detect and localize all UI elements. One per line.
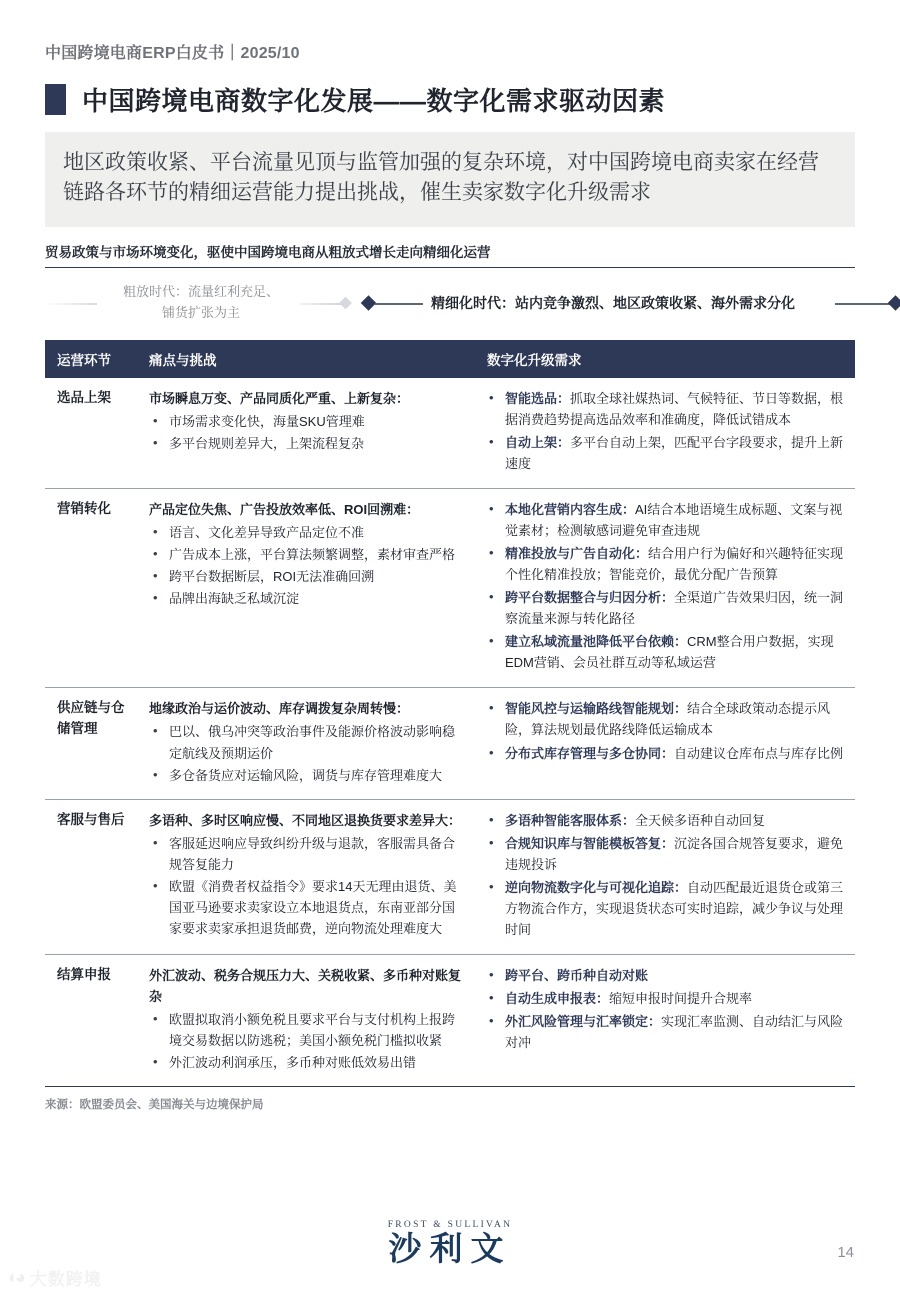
title-marker-icon xyxy=(45,84,66,115)
cell-need xyxy=(475,954,855,1086)
table-row xyxy=(45,378,855,489)
need-list-item xyxy=(487,833,845,875)
need-key: 合规知识库与智能模板答复： xyxy=(505,835,675,851)
need-key: 跨平台、跨币种自动对账 xyxy=(505,967,649,983)
watermark-logo-icon: ◖◕ xyxy=(6,1267,24,1287)
document-meta: 中国跨境电商ERP白皮书｜2025/10 xyxy=(45,45,300,62)
timeline-era-new-label: 精细化时代：站内竞争激烈、地区政策收紧、海外需求分化 xyxy=(431,294,795,311)
timeline-right-line xyxy=(835,303,893,305)
need-text: AI结合本地语境生成标题、文案与视觉素材；检测敏感词避免审查违规 xyxy=(505,502,843,539)
table-row xyxy=(45,799,855,954)
cell-pain xyxy=(137,378,475,489)
pain-list-item: • 欧盟拟取消小额免税且要求平台与支付机构上报跨境交易数据以防逃税；美国小额免税门槛拟收紧 xyxy=(149,1009,465,1051)
need-text: 多平台自动上架，匹配平台字段要求，提升上新速度 xyxy=(505,434,844,472)
need-text: 自动建议仓库布点与库存比例 xyxy=(674,745,844,761)
pain-heading: 产品定位失焦、广告投放效率低、ROI回溯难： xyxy=(149,502,420,518)
need-list-item xyxy=(487,988,845,1009)
need-list-item xyxy=(487,698,845,740)
pain-list-item: • 外汇波动利润承压，多币种对账低效易出错 xyxy=(149,1052,465,1073)
cell-pain xyxy=(137,489,475,688)
stage-label: 选品上架 xyxy=(57,389,111,405)
need-key: 跨平台数据整合与归因分析： xyxy=(505,590,675,606)
summary-band: 地区政策收紧、平台流量见顶与监管加强的复杂环境，对中国跨境电商卖家在经营链路各环节的精细运营能力提出挑战，催生卖家数字化升级需求 xyxy=(45,132,855,227)
cell-need xyxy=(475,799,855,954)
stage-label: 结算申报 xyxy=(57,966,111,982)
need-list-item xyxy=(487,877,845,940)
pain-list-item: • 广告成本上涨，平台算法频繁调整，素材审查严格 xyxy=(149,544,465,565)
stage-label: 供应链与仓储管理 xyxy=(57,700,125,736)
need-key: 本地化营销内容生成： xyxy=(505,502,636,518)
need-key: 精准投放与广告自动化： xyxy=(505,546,649,562)
need-text: CRM整合用户数据，实现EDM营销、会员社群互动等私域运营 xyxy=(505,634,834,671)
stage-label: 客服与售后 xyxy=(57,811,125,827)
need-list-item xyxy=(487,587,845,629)
need-text: 抓取全球社媒热词、气候特征、节日等数据，根据消费趋势提高选品效率和准确度，降低试错成本 xyxy=(505,390,844,427)
timeline-era-old-line1: 粗放时代：流量红利充足、 xyxy=(122,284,279,300)
need-text: 全渠道广告效果归因，统一洞察流量来源与转化路径 xyxy=(505,590,844,627)
cell-stage xyxy=(45,799,137,954)
need-list xyxy=(487,810,845,940)
need-text: 缩短申报时间提升合规率 xyxy=(609,990,753,1006)
timeline-line-segment xyxy=(375,303,423,305)
table-row xyxy=(45,954,855,1086)
need-list-item xyxy=(487,743,845,764)
need-list-item xyxy=(487,543,845,585)
cell-pain xyxy=(137,954,475,1086)
need-key: 外汇风险管理与汇率锁定： xyxy=(505,1014,662,1029)
pain-list-item: • 市场需求变化快，海量SKU管理难 xyxy=(149,411,465,432)
digitalization-demand-table xyxy=(45,340,855,1087)
need-key: 智能选品： xyxy=(505,390,571,406)
brand-logo-en: FROST & SULLIVAN xyxy=(387,1220,513,1230)
cell-pain xyxy=(137,799,475,954)
pain-list-item: • 跨平台数据断层，ROI无法准确回溯 xyxy=(149,566,465,587)
pain-list-item: • 巴以、俄乌冲突等政治事件及能源价格波动影响稳定航线及预期运价 xyxy=(149,721,465,763)
need-list xyxy=(487,698,845,763)
column-header-stage: 运营环节 xyxy=(45,340,137,378)
era-timeline xyxy=(45,272,855,334)
need-list-item xyxy=(487,631,845,673)
source-note: 来源：欧盟委员会、美国海关与边境保护局 xyxy=(45,1099,264,1112)
pain-heading: 多语种、多时区响应慢、不同地区退换货要求差异大： xyxy=(149,812,462,828)
cell-pain xyxy=(137,688,475,799)
need-text: 全天候多语种自动回复 xyxy=(635,812,766,828)
cell-stage xyxy=(45,688,137,799)
need-list-item xyxy=(487,965,845,986)
pain-list-item: • 多仓备货应对运输风险，调货与库存管理难度大 xyxy=(149,765,465,786)
need-key: 智能风控与运输路线智能规划： xyxy=(505,701,688,717)
need-key: 自动生成申报表： xyxy=(505,990,610,1006)
timeline-diamond-left-icon xyxy=(361,295,377,311)
need-list xyxy=(487,499,845,673)
pain-heading: 外汇波动、税务合规压力大、关税收紧、多币种对账复杂 xyxy=(149,967,462,1004)
cell-stage xyxy=(45,489,137,688)
section-subtitle: 贸易政策与市场环境变化，驱使中国跨境电商从粗放式增长走向精细化运营 xyxy=(45,241,855,268)
table-body xyxy=(45,378,855,1087)
timeline-mid-line xyxy=(300,303,345,305)
cell-need xyxy=(475,489,855,688)
cell-need xyxy=(475,378,855,489)
cell-stage xyxy=(45,954,137,1086)
pain-list xyxy=(149,411,465,454)
table-row xyxy=(45,688,855,799)
need-list-item xyxy=(487,388,845,430)
timeline-diamond-faint-icon xyxy=(339,297,352,310)
pain-heading: 地缘政治与运价波动、库存调拨复杂周转慢： xyxy=(149,701,410,717)
need-key: 自动上架： xyxy=(505,434,571,450)
timeline-era-old-line2: 铺货扩张为主 xyxy=(161,304,240,320)
brand-logo xyxy=(388,1220,513,1267)
pain-list-item: • 语言、文化差异导致产品定位不准 xyxy=(149,522,465,543)
need-list xyxy=(487,965,845,1053)
pain-list xyxy=(149,522,465,609)
page-number: 14 xyxy=(837,1244,854,1261)
pain-heading: 市场瞬息万变、产品同质化严重、上新复杂： xyxy=(149,390,410,406)
page-title-row xyxy=(45,81,855,118)
need-list-item xyxy=(487,499,845,541)
pain-list-item: • 多平台规则差异大，上架流程复杂 xyxy=(149,433,465,454)
need-list xyxy=(487,388,845,474)
need-text: 自动匹配最近退货仓或第三方物流合作方，实现退货状态可实时追踪，减少争议与处理时间 xyxy=(505,879,844,937)
cell-need xyxy=(475,688,855,799)
pain-list xyxy=(149,833,465,939)
need-text: 结合用户行为偏好和兴趣特征实现个性化精准投放；智能竞价，最优分配广告预算 xyxy=(505,546,844,583)
timeline-left-line xyxy=(45,303,97,305)
need-text: 实现汇率监测、自动结汇与风险对冲 xyxy=(505,1014,844,1051)
need-list-item xyxy=(487,810,845,831)
pain-list-item: • 欧盟《消费者权益指令》要求14天无理由退货、美国亚马逊要求卖家设立本地退货点，东南亚部分国家要求卖家承担退货邮费，逆向物流处理难度大 xyxy=(149,876,465,939)
watermark xyxy=(6,1265,102,1290)
table-row xyxy=(45,489,855,688)
need-key: 分布式库存管理与多仓协同： xyxy=(505,745,675,761)
need-key: 多语种智能客服体系： xyxy=(505,812,636,828)
page-footer xyxy=(0,1214,900,1300)
need-list-item xyxy=(487,1011,845,1053)
stage-label: 营销转化 xyxy=(57,501,111,517)
pain-list xyxy=(149,1009,465,1073)
column-header-pain: 痛点与挑战 xyxy=(137,340,475,378)
column-header-need: 数字化升级需求 xyxy=(475,340,855,378)
timeline-diamond-right-icon xyxy=(888,295,900,311)
need-text: 沉淀各国合规答复要求，避免违规投诉 xyxy=(505,835,844,872)
need-list-item xyxy=(487,432,845,474)
pain-list-item: • 客服延迟响应导致纠纷升级与退款，客服需具备合规答复能力 xyxy=(149,833,465,875)
pain-list xyxy=(149,721,465,785)
cell-stage xyxy=(45,378,137,489)
need-key: 建立私域流量池降低平台依赖： xyxy=(505,634,688,650)
watermark-text: 大数跨境 xyxy=(29,1270,102,1289)
need-key: 逆向物流数字化与可视化追踪： xyxy=(505,879,688,895)
page-title: 中国跨境电商数字化发展——数字化需求驱动因素 xyxy=(82,86,666,116)
pain-list-item: • 品牌出海缺乏私域沉淀 xyxy=(149,588,465,609)
brand-logo-cn: 沙利文 xyxy=(388,1229,512,1268)
table-header-row xyxy=(45,340,855,378)
need-text: 结合全球政策动态提示风险，算法规划最优路线降低运输成本 xyxy=(505,701,831,738)
